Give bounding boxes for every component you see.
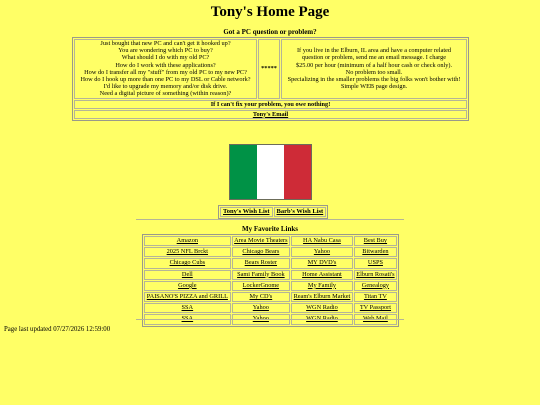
favorite-link[interactable]: SSA — [181, 304, 194, 312]
pc-question-line: How do I work with these applications? — [115, 61, 216, 69]
favorite-link[interactable]: Elburn Rosati's — [356, 270, 395, 278]
wish-list-cell — [274, 207, 327, 217]
favorite-link[interactable]: Home Assistant — [302, 270, 342, 278]
link-cell — [144, 236, 231, 246]
favorite-link[interactable]: Bitwarden — [362, 248, 389, 256]
favorite-link[interactable]: SSA — [181, 315, 194, 323]
pc-service-line: Simple WEB page design. — [340, 83, 408, 91]
favorite-link[interactable]: Bears Roster — [244, 259, 278, 267]
link-cell — [232, 247, 290, 257]
favorite-link[interactable]: Amazon — [176, 237, 198, 244]
pc-questions-cell — [74, 39, 257, 99]
favorite-link[interactable]: Yahoo — [252, 304, 269, 312]
pc-help-table — [72, 37, 469, 121]
flag-red-band — [284, 145, 311, 199]
pc-service-line: Specializing in the smaller problems the big folks won't bother with! — [287, 76, 461, 84]
favorite-link[interactable]: Genealogy — [361, 281, 390, 289]
link-cell — [232, 236, 290, 246]
italian-flag-image — [229, 144, 312, 200]
link-cell — [232, 292, 290, 302]
favorite-link[interactable]: 2025 NFL Brckt — [166, 248, 209, 256]
link-cell — [354, 292, 397, 302]
pc-question-line: You are wondering which PC to buy? — [118, 47, 213, 55]
favorite-link[interactable]: Chicago Bears — [242, 248, 280, 256]
table-row — [144, 247, 397, 257]
link-cell — [144, 303, 231, 313]
link-cell — [232, 258, 290, 268]
favorite-links-table — [142, 234, 399, 327]
link-cell — [291, 258, 353, 268]
table-row — [144, 258, 397, 268]
link-cell — [144, 247, 231, 257]
favorite-link[interactable]: Area Movie Theaters — [234, 237, 288, 244]
link-cell — [354, 247, 397, 257]
pc-question-line: Just bought that new PC and can't get it hooked up? — [100, 40, 231, 47]
pc-service-cell — [281, 39, 467, 99]
favorite-link[interactable]: PAISANO'S PIZZA and GRILL — [146, 293, 228, 301]
favorite-link[interactable]: Web Mail — [362, 315, 388, 323]
pc-question-line: What should I do with my old PC? — [121, 54, 210, 62]
barbs-wish-list-link[interactable]: Barb's Wish List — [276, 208, 324, 215]
email-link[interactable]: Tony's Email — [252, 110, 289, 118]
link-cell — [291, 236, 353, 246]
link-cell — [291, 303, 353, 313]
link-cell — [232, 281, 290, 291]
tonys-wish-list-link[interactable]: Tony's Wish List — [223, 208, 270, 215]
guarantee-text: If I can't fix your problem, you owe nothing! — [74, 100, 467, 109]
favorite-link[interactable]: TV Passport — [359, 304, 392, 312]
link-cell — [354, 270, 397, 280]
stars-separator: ***** — [258, 39, 280, 99]
pc-service-line: No problem too small. — [345, 68, 403, 76]
favorite-link[interactable]: Yahoo — [252, 315, 269, 323]
pc-question-line: How do I transfer all my "stuff" from my old PC to my new PC? — [84, 68, 247, 76]
pc-question-heading: Got a PC question or problem? — [223, 28, 317, 36]
pc-question-line: How do I hook up more than one PC to my DSL or Cable network? — [80, 76, 251, 84]
favorite-link[interactable]: MY DVD's — [307, 259, 337, 267]
link-cell — [354, 258, 397, 268]
link-cell — [144, 281, 231, 291]
link-cell — [354, 236, 397, 246]
favorites-heading: My Favorite Links — [242, 225, 298, 233]
favorite-link[interactable]: WGN Radio — [306, 315, 338, 323]
table-row — [144, 303, 397, 313]
page-title: Tony's Home Page — [210, 4, 330, 20]
favorite-link[interactable]: Chicago Cubs — [169, 259, 206, 267]
link-cell — [354, 281, 397, 291]
favorite-link[interactable]: WGN Radio — [306, 304, 338, 312]
email-cell — [74, 110, 467, 119]
table-row — [144, 236, 397, 246]
link-cell — [144, 270, 231, 280]
favorite-link[interactable]: Google — [178, 281, 197, 289]
link-cell — [354, 303, 397, 313]
last-updated-text: Page last updated 07/27/2026 12:59:00 — [4, 326, 111, 333]
pc-service-line: $25.00 per hour (minimum of a half hour cash or check only). — [295, 61, 453, 69]
favorite-link[interactable]: Sami Family Book — [237, 270, 285, 278]
link-cell — [291, 292, 353, 302]
favorite-link[interactable]: Best Buy — [363, 237, 388, 244]
pc-question-line: Need a digital picture of something (within reason)? — [99, 90, 232, 98]
pc-service-line: If you live in the Elburn, IL area and have a computer related — [296, 47, 452, 55]
link-cell — [291, 281, 353, 291]
link-cell — [291, 247, 353, 257]
favorite-link[interactable]: My CD's — [249, 293, 273, 301]
wish-list-cell — [220, 207, 273, 217]
link-cell — [144, 258, 231, 268]
link-cell — [232, 303, 290, 313]
favorite-link[interactable]: Yahoo — [313, 248, 331, 256]
favorite-link[interactable]: LockerGnome — [242, 281, 280, 289]
table-row — [144, 281, 397, 291]
pc-service-line: question or problem, send me an email message. I charge — [301, 54, 447, 62]
favorite-link[interactable]: HA Nabu Casa — [303, 237, 341, 244]
divider — [136, 219, 404, 220]
table-row — [144, 270, 397, 280]
favorite-link[interactable]: Ream's Elburn Market — [293, 293, 351, 301]
link-cell — [232, 270, 290, 280]
divider — [136, 319, 404, 320]
link-cell — [291, 270, 353, 280]
flag-white-band — [257, 145, 284, 199]
favorite-link[interactable]: USPS — [367, 259, 383, 267]
flag-green-band — [230, 145, 257, 199]
table-row — [144, 292, 397, 302]
wish-list-table — [218, 205, 328, 219]
pc-question-line: I'd like to upgrade my memory and/or disk drive. — [103, 83, 228, 91]
favorite-link[interactable]: Titan TV — [363, 293, 387, 301]
favorite-link[interactable]: My Family — [307, 281, 337, 289]
favorite-link[interactable]: Dell — [181, 270, 193, 278]
link-cell — [144, 292, 231, 302]
